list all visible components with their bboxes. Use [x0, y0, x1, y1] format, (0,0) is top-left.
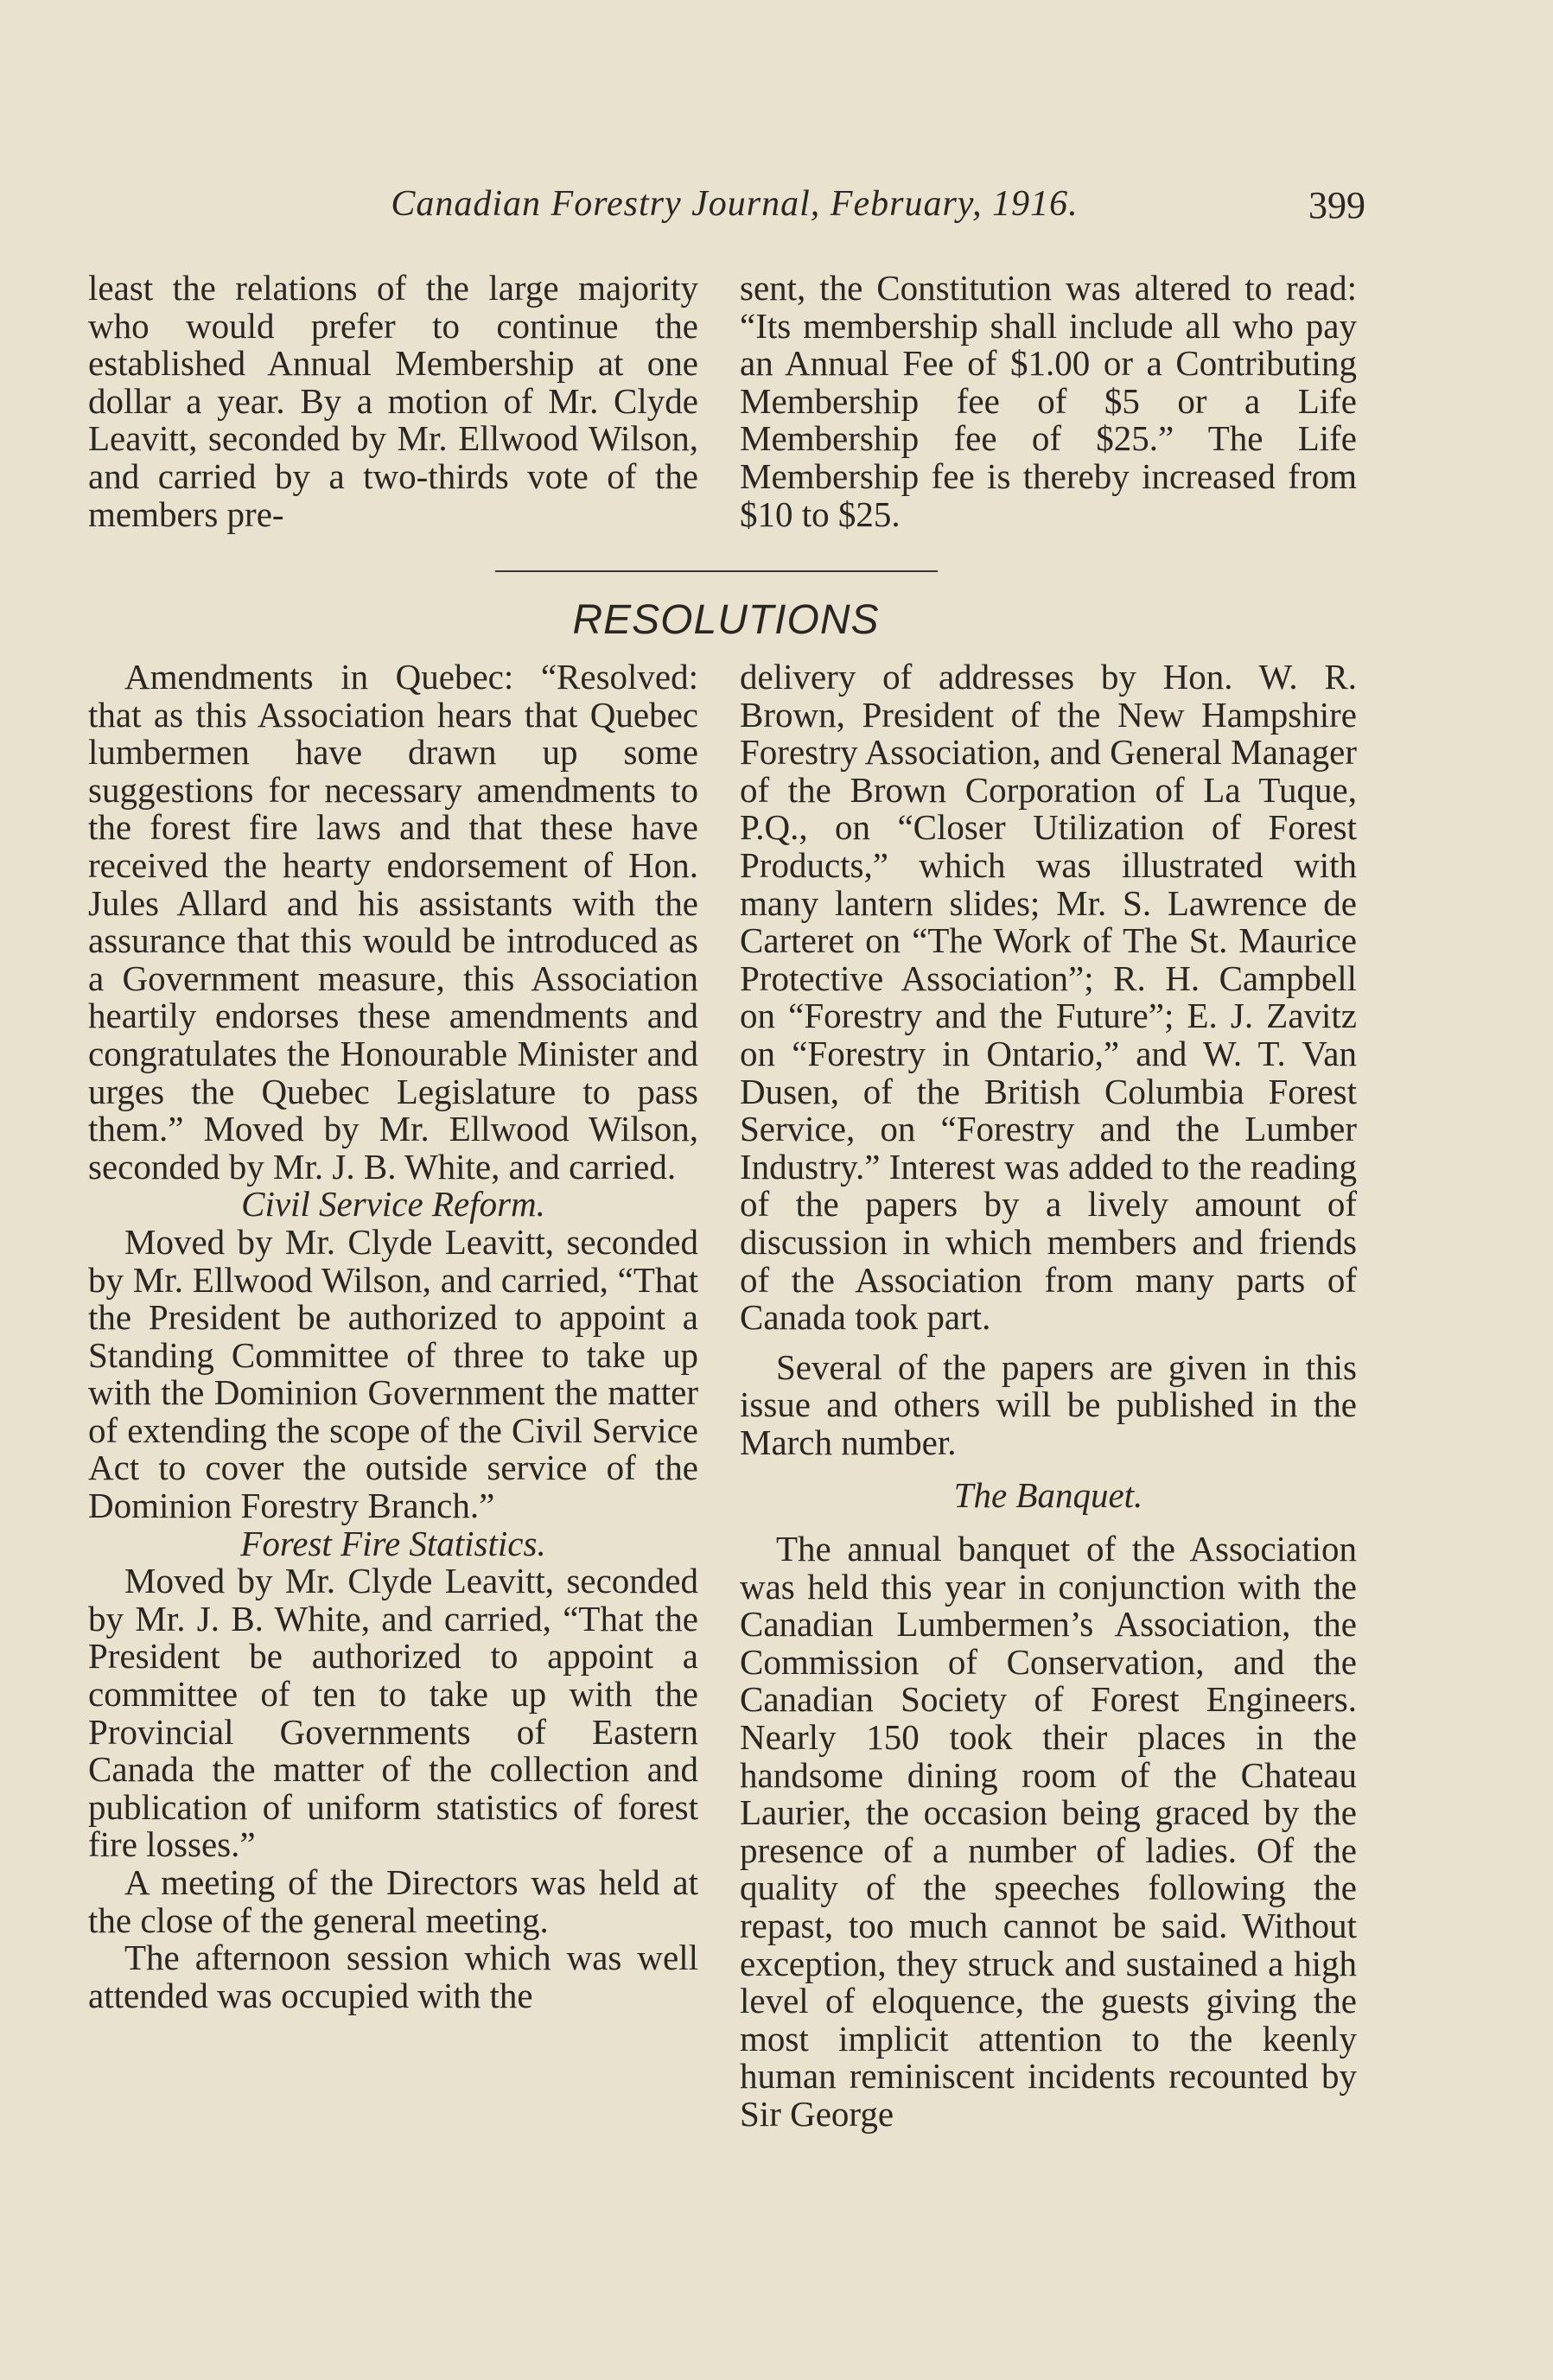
civil-service-heading: Civil Service Reform.: [241, 1184, 545, 1225]
section-divider: [495, 570, 938, 572]
addresses-paragraph: delivery of addresses by Hon. W. R. Brown, President of the New Hampshire Forestry Association, and General Manager of the Brown Corporation of La Tuque, P.Q., on “Closer Utilization of Forest Products,” which was illustrated with many lantern slides; Mr. S. Lawrence de Carteret on “The Work of The St. Maurice Protective Association”; R. H. Campbell on “Forestry and the Future”; E. J. Zavitz on “Forestry in Ontario,” and W. T. Van Dusen, of the British Columbia Forest Service, on “Forestry and the Lumber Industry.” Interest was added to the reading of the papers by a lively amount of discussion in which members and friends of the Association from many parts of Canada took part.: [740, 657, 1357, 1338]
top-left-column: [88, 270, 698, 533]
resolutions-left-column: [88, 659, 698, 2014]
page-header: [346, 183, 1365, 235]
top-right-column: [740, 270, 1357, 533]
membership-paragraph-start: least the relations of the large majority who would prefer to continue the established Annual Membership at one dollar a year. By a motion of Mr. Clyde Leavitt, seconded by Mr. Ellwood Wilson, and carried by a two-thirds vote of the members pre-: [88, 268, 698, 534]
membership-paragraph-end: sent, the Constitution was altered to read: “Its membership shall include all who pay an Annual Fee of $1.00 or a Contributing Membership fee of $5 or a Life Membership fee of $25.” The Life Membership fee is thereby increased from $10 to $25.: [740, 268, 1357, 534]
fire-statistics-paragraph: Moved by Mr. Clyde Leavitt, seconded by Mr. J. B. White, and carried, “That the President be authorized to appoint a committee of ten to take up with the Provincial Governments of Eastern Canada the matter of the collection and publication of uniform statistics of forest fire losses.”: [88, 1561, 698, 1865]
afternoon-session-paragraph: The afternoon session which was well attended was occupied with the: [88, 1938, 698, 2015]
resolutions-right-column: [740, 659, 1357, 2134]
civil-service-paragraph: Moved by Mr. Clyde Leavitt, seconded by Mr. Ellwood Wilson, and carried, “That the President be authorized to appoint a Standing Committee of three to take up with the Dominion Government the matter of extending the scope of the Civil Service Act to cover the outside service of the Dominion Forestry Branch.”: [88, 1221, 698, 1526]
banquet-heading: The Banquet.: [953, 1475, 1143, 1516]
running-title: Canadian Forestry Journal, February, 1916.: [391, 184, 1079, 224]
quebec-amendments-paragraph: Amendments in Quebec: “Resolved: that as this Association hears that Quebec lumbermen have drawn up some suggestions for necessary amendments to the forest fire laws and that these have received the hearty endorsement of Hon. Jules Allard and his assistants with the assurance that this would be introduced as a Government measure, this Association heartily endorses these amendments and congratulates the Honourable Minister and urges the Quebec Legislature to pass them.” Moved by Mr. Ellwood Wilson, seconded by Mr. J. B. White, and carried.: [88, 657, 698, 1187]
directors-meeting-paragraph: A meeting of the Directors was held at the close of the general meeting.: [88, 1862, 698, 1940]
section-heading: RESOLUTIONS: [572, 597, 880, 643]
papers-paragraph: Several of the papers are given in this issue and others will be published in the March number.: [740, 1346, 1357, 1462]
fire-statistics-heading: Forest Fire Statistics.: [240, 1523, 546, 1563]
page-number: 399: [1308, 184, 1365, 226]
banquet-paragraph: The annual banquet of the Association was held this year in conjunction with the Canadian Lumbermen’s Association, the Commission of Conservation, and the Canadian Society of Forest Engineers. Nearly 150 took their places in the handsome dining room of the Chateau Laurier, the occasion being graced by the presence of a number of ladies. Of the quality of the speeches following the repast, too much cannot be said. Without exception, they struck and sustained a high level of eloquence, the guests giving the most implicit attention to the keenly human reminiscent incidents recounted by Sir George: [740, 1529, 1357, 2134]
